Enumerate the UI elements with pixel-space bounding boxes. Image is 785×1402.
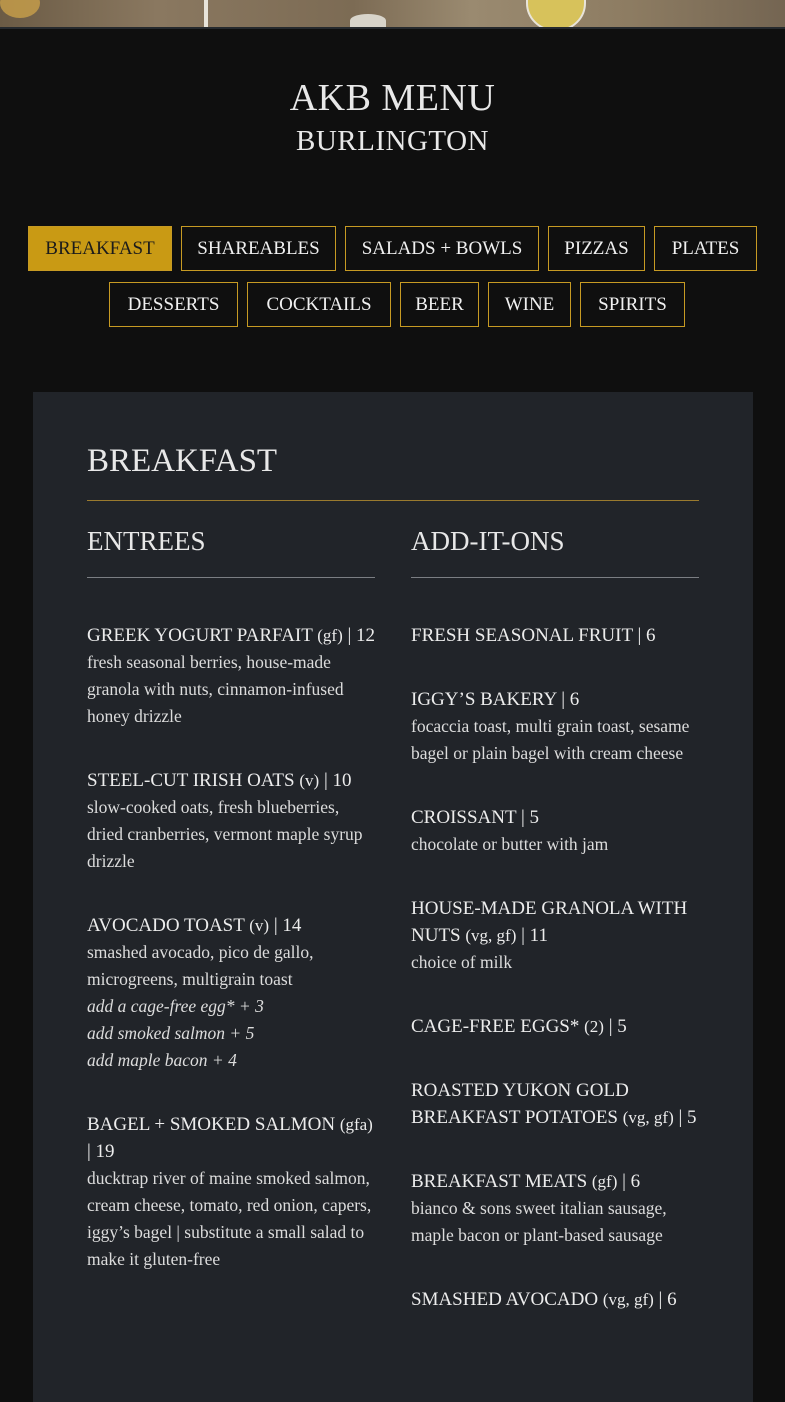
item-tag: (v) (249, 916, 270, 935)
menu-item (411, 1077, 701, 1131)
item-name-line (411, 895, 701, 949)
tab-breakfast[interactable]: BREAKFAST (28, 226, 172, 271)
item-tag: (gf) (317, 626, 343, 645)
tab-cocktails[interactable]: COCKTAILS (247, 282, 391, 327)
item-price: | 19 (87, 1141, 115, 1162)
tab-salads-bowls[interactable]: SALADS + BOWLS (345, 226, 539, 271)
hero-glass-base (350, 14, 386, 27)
item-name: SMASHED AVOCADO (411, 1289, 599, 1310)
section-title: BREAKFAST (87, 443, 278, 479)
item-description: fresh seasonal berries, house-made granola with nuts, cinnamon-infused honey drizzle (87, 652, 344, 726)
item-addon: add maple bacon + 4 (87, 1050, 237, 1070)
item-price: | 6 (637, 625, 656, 646)
menu-item (87, 1111, 377, 1273)
item-name-line (411, 1286, 701, 1313)
hero-food (0, 0, 40, 18)
item-price: | 5 (608, 1016, 627, 1037)
item-price: | 6 (658, 1289, 677, 1310)
item-name: BAGEL + SMOKED SALMON (87, 1114, 336, 1135)
item-price: | 11 (521, 925, 548, 946)
tab-shareables[interactable]: SHAREABLES (181, 226, 336, 271)
tab-beer[interactable]: BEER (400, 282, 479, 327)
item-name: AVOCADO TOAST (87, 915, 245, 936)
item-name: FRESH SEASONAL FRUIT (411, 625, 633, 646)
item-tag: (gfa) (339, 1115, 373, 1134)
menu-item (411, 686, 701, 767)
menu-item (87, 767, 377, 875)
item-description: chocolate or butter with jam (411, 834, 609, 854)
item-name: CAGE-FREE EGGS* (411, 1016, 580, 1037)
menu-item (411, 1013, 701, 1040)
addons-divider (411, 577, 699, 578)
menu-item (411, 804, 701, 858)
item-addon: add a cage-free egg* + 3 (87, 996, 264, 1016)
tab-desserts[interactable]: DESSERTS (109, 282, 238, 327)
hero-image (0, 0, 785, 27)
tab-plates[interactable]: PLATES (654, 226, 757, 271)
item-name-line (411, 1077, 701, 1131)
item-price: | 6 (561, 689, 580, 710)
item-tag: (gf) (591, 1172, 618, 1191)
menu-item (411, 1286, 701, 1313)
item-price: | 10 (323, 770, 352, 791)
menu-title: AKB MENU (289, 77, 496, 119)
item-name-line (411, 686, 701, 713)
item-description: ducktrap river of maine smoked salmon, cream cheese, tomato, red onion, capers, iggy’s bagel | substitute a small salad to make it gluten-free (87, 1168, 372, 1269)
menu-item (411, 622, 701, 649)
hero-cocktail-glass (526, 0, 586, 27)
entrees-heading: ENTREES (87, 526, 206, 556)
item-price: | 5 (678, 1107, 697, 1128)
item-price: | 12 (347, 625, 376, 646)
item-name-line (411, 622, 701, 649)
item-price: | 14 (273, 915, 302, 936)
addons-list (411, 622, 701, 1350)
menu-item (87, 912, 377, 1074)
item-name: CROISSANT (411, 807, 517, 828)
item-description: choice of milk (411, 952, 513, 972)
menu-item (87, 622, 377, 730)
item-name: HOUSE-MADE GRANOLA WITH NUTS (411, 898, 688, 946)
tab-wine[interactable]: WINE (488, 282, 571, 327)
menu-item (411, 895, 701, 976)
item-tag: (vg, gf) (622, 1108, 674, 1127)
item-tag: (v) (299, 771, 320, 790)
item-description: smashed avocado, pico de gallo, microgreens, multigrain toast (87, 942, 314, 989)
item-price: | 5 (520, 807, 540, 828)
item-name-line (411, 1013, 701, 1040)
tab-spirits[interactable]: SPIRITS (580, 282, 685, 327)
section-divider (87, 500, 699, 501)
item-name: ROASTED YUKON GOLD BREAKFAST POTATOES (411, 1080, 629, 1128)
menu-item (411, 1168, 701, 1249)
location-subtitle: BURLINGTON (296, 125, 489, 157)
item-name: GREEK YOGURT PARFAIT (87, 625, 313, 646)
tab-pizzas[interactable]: PIZZAS (548, 226, 645, 271)
item-name-line (411, 804, 701, 831)
item-description: slow-cooked oats, fresh blueberries, dried cranberries, vermont maple syrup drizzle (87, 797, 363, 871)
item-name: BREAKFAST MEATS (411, 1171, 588, 1192)
item-name-line (87, 1111, 377, 1165)
addons-heading: ADD-IT-ONS (411, 526, 565, 556)
entrees-divider (87, 577, 375, 578)
item-tag: (2) (584, 1017, 604, 1036)
item-name-line (87, 767, 377, 794)
item-price: | 6 (622, 1171, 641, 1192)
item-name-line (411, 1168, 701, 1195)
item-name-line (87, 912, 377, 939)
hero-glass-stem (204, 0, 208, 27)
item-tag: (vg, gf) (602, 1290, 654, 1309)
entrees-list (87, 622, 377, 1310)
hero-divider (0, 27, 785, 29)
item-description: bianco & sons sweet italian sausage, maple bacon or plant-based sausage (411, 1198, 667, 1245)
item-name: IGGY’S BAKERY (411, 689, 557, 710)
item-tag: (vg, gf) (465, 926, 517, 945)
item-name-line (87, 622, 377, 649)
item-description: focaccia toast, multi grain toast, sesame bagel or plain bagel with cream cheese (411, 716, 690, 763)
item-addon: add smoked salmon + 5 (87, 1023, 255, 1043)
item-name: STEEL-CUT IRISH OATS (87, 770, 295, 791)
